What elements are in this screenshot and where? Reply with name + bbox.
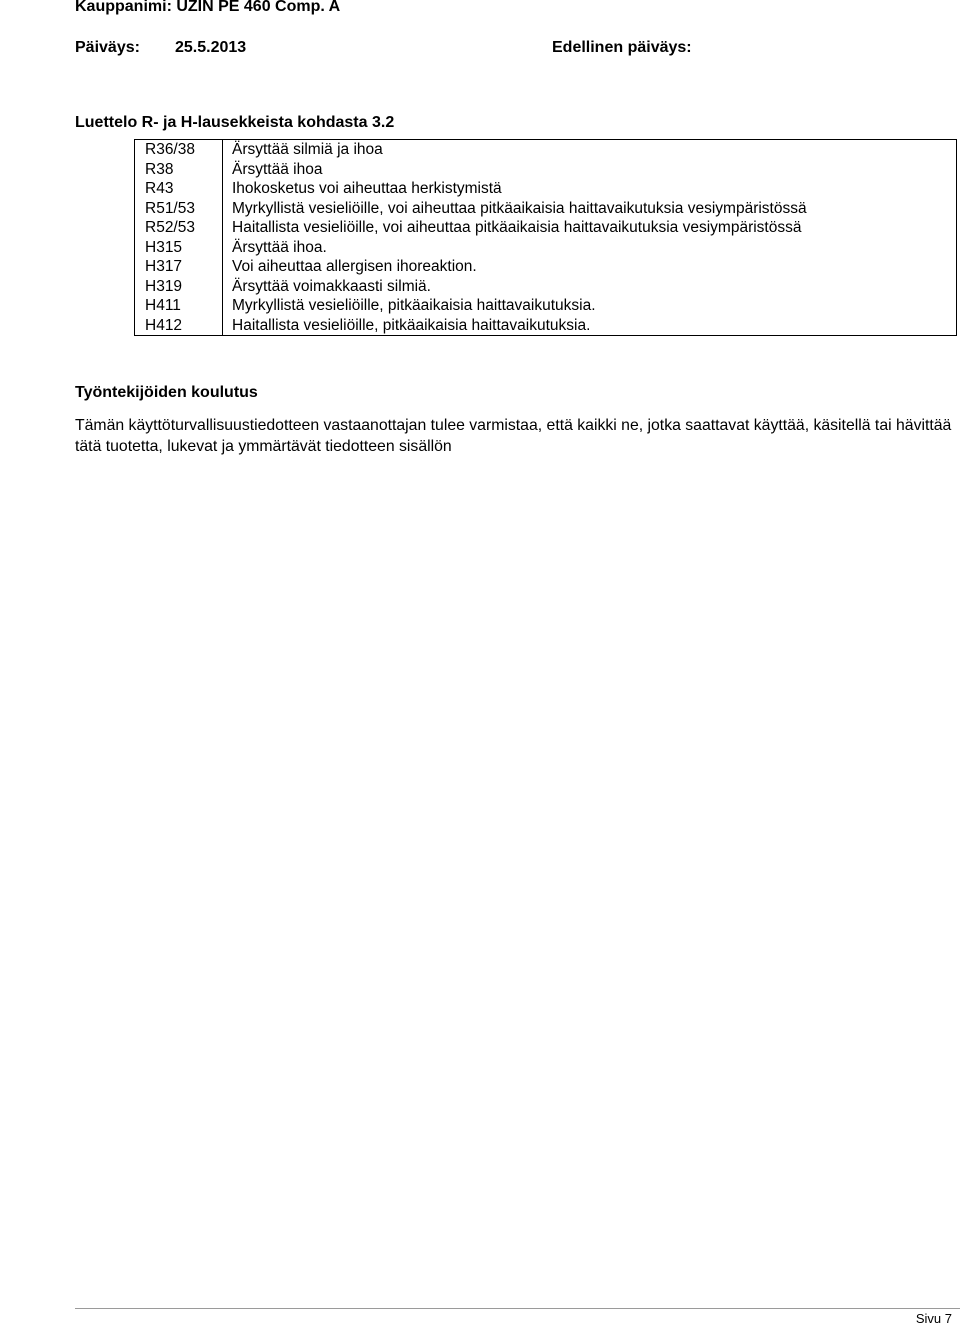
phrase-code: H412 bbox=[135, 316, 223, 336]
phrase-text: Ihokosketus voi aiheuttaa herkistymistä bbox=[223, 179, 957, 199]
phrase-text: Myrkyllistä vesieliöille, voi aiheuttaa pitkäaikaisia haittavaikutuksia vesiympäristössä bbox=[223, 199, 957, 219]
table-row bbox=[135, 179, 957, 199]
table-row bbox=[135, 160, 957, 180]
table-row bbox=[135, 199, 957, 219]
footer-divider bbox=[75, 1308, 960, 1309]
phrase-code: H319 bbox=[135, 277, 223, 297]
phrase-text: Haitallista vesieliöille, pitkäaikaisia haittavaikutuksia. bbox=[223, 316, 957, 336]
phrase-code: R51/53 bbox=[135, 199, 223, 219]
phrase-text: Myrkyllistä vesieliöille, pitkäaikaisia haittavaikutuksia. bbox=[223, 296, 957, 316]
training-section-title: Työntekijöiden koulutus bbox=[75, 384, 258, 401]
phrase-text: Haitallista vesieliöille, voi aiheuttaa pitkäaikaisia haittavaikutuksia vesiympäristössä bbox=[223, 218, 957, 238]
rh-section-title: Luettelo R- ja H-lausekkeista kohdasta 3.2 bbox=[75, 114, 395, 131]
table-row bbox=[135, 257, 957, 277]
trade-name: Kauppanimi: UZIN PE 460 Comp. A bbox=[75, 0, 341, 15]
phrase-code: H317 bbox=[135, 257, 223, 277]
phrase-text: Ärsyttää ihoa. bbox=[223, 238, 957, 258]
table-row bbox=[135, 238, 957, 258]
training-paragraph: Tämän käyttöturvallisuustiedotteen vastaanottajan tulee varmistaa, että kaikki ne, jotka saattavat käyttää, käsitellä tai hävittää tätä tuotetta, lukevat ja ymmärtävät tiedotteen sisällön bbox=[75, 417, 952, 455]
table-row bbox=[135, 140, 957, 160]
date-row bbox=[75, 39, 935, 59]
phrase-code: R36/38 bbox=[135, 140, 223, 160]
phrase-text: Ärsyttää ihoa bbox=[223, 160, 957, 180]
table-row bbox=[135, 316, 957, 336]
date-value: 25.5.2013 bbox=[175, 39, 247, 56]
phrase-code: R52/53 bbox=[135, 218, 223, 238]
phrase-code: R38 bbox=[135, 160, 223, 180]
phrase-code: R43 bbox=[135, 179, 223, 199]
table-row bbox=[135, 218, 957, 238]
page-number: Sivu 7 bbox=[915, 1311, 952, 1326]
table-row bbox=[135, 296, 957, 316]
table-row bbox=[135, 277, 957, 297]
phrase-text: Voi aiheuttaa allergisen ihoreaktion. bbox=[223, 257, 957, 277]
date-label: Päiväys: bbox=[75, 39, 140, 56]
rh-phrase-table bbox=[134, 139, 957, 336]
phrase-text: Ärsyttää voimakkaasti silmiä. bbox=[223, 277, 957, 297]
phrase-text: Ärsyttää silmiä ja ihoa bbox=[223, 140, 957, 160]
phrase-code: H411 bbox=[135, 296, 223, 316]
previous-date-label: Edellinen päiväys: bbox=[552, 39, 692, 56]
phrase-code: H315 bbox=[135, 238, 223, 258]
